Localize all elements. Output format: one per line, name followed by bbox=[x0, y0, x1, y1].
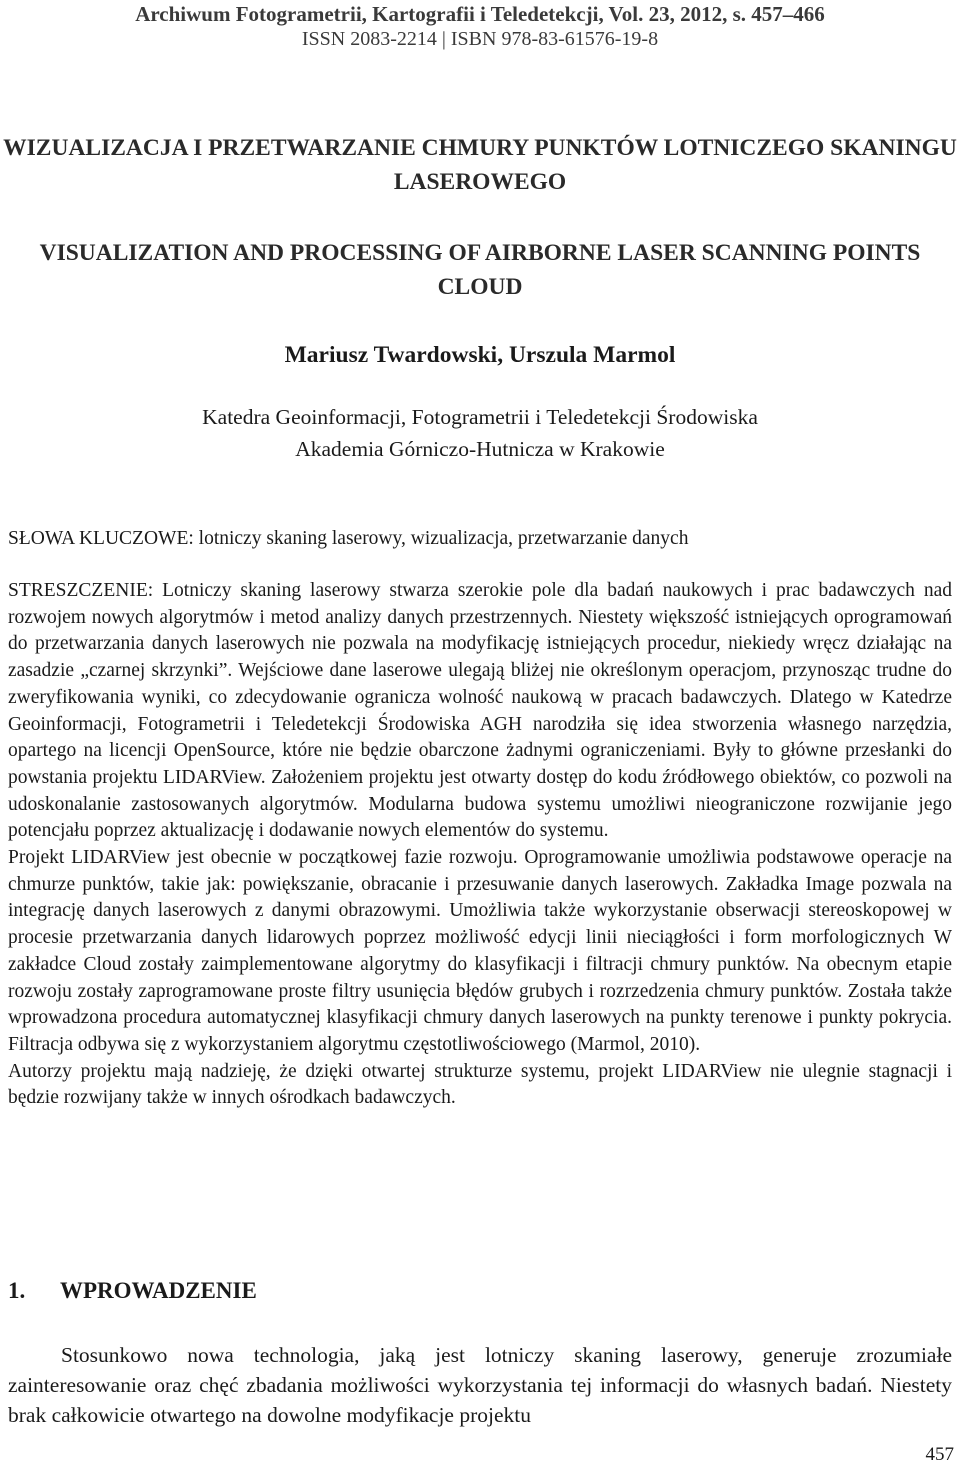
abstract bbox=[8, 578, 952, 1112]
keywords: SŁOWA KLUCZOWE: lotniczy skaning laserowy, wizualizacja, przetwarzanie danych bbox=[8, 528, 689, 549]
intro-paragraph: Stosunkowo nowa technologia, jaką jest lotniczy skaning laserowy, generuje zrozumiałe zainteresowanie oraz chęć zbadania możliwości wykorzystania tej informacji do własnych badań. Niestety brak całkowicie otwartego na dowolne modyfikacje projektu bbox=[8, 1343, 952, 1427]
section-title: WPROWADZENIE bbox=[60, 1278, 257, 1303]
journal-citation: Archiwum Fotogrametrii, Kartografii i Teledetekcji, Vol. 23, 2012, s. 457–466 bbox=[135, 2, 825, 26]
affiliation-department: Katedra Geoinformacji, Fotogrametrii i Teledetekcji Środowiska bbox=[202, 405, 758, 429]
journal-issn: ISSN 2083-2214 | ISBN 978-83-61576-19-8 bbox=[301, 28, 659, 50]
title-polish: WIZUALIZACJA I PRZETWARZANIE CHMURY PUNKTÓW LOTNICZEGO SKANINGU LASEROWEGO bbox=[3, 135, 957, 195]
affiliation-university: Akademia Górniczo-Hutnicza w Krakowie bbox=[295, 437, 665, 461]
authors: Mariusz Twardowski, Urszula Marmol bbox=[284, 342, 676, 368]
section-heading bbox=[8, 1278, 257, 1304]
title-english: VISUALIZATION AND PROCESSING OF AIRBORNE LASER SCANNING POINTS CLOUD bbox=[39, 240, 921, 300]
section-number: 1. bbox=[8, 1278, 26, 1303]
page-number: 457 bbox=[925, 1444, 954, 1465]
abstract-paragraph: Projekt LIDARView jest obecnie w początkowej fazie rozwoju. Oprogramowanie umożliwia podstawowe operacje na chmurze punktów, takie jak: powiększanie, obracanie i przesuwanie danych laserowych. Zakładka Image pozwala na integrację danych laserowych z danymi obrazowymi. Umożliwia także wykorzystanie obserwacji stereoskopowej w procesie przetwarzania danych lidarowych poprzez możliwość edycji linii nieciągłości i form morfologicznych W zakładce Cloud zostały zaimplementowane algorytmy do klasyfikacji i filtracji chmury punktów. Na obecnym etapie rozwoju zostały zaprogramowane proste filtry usunięcia błędów grubych i rozrzedzenia chmury punktów. Została także wprowadzona procedura automatycznej klasyfikacji chmury danych laserowych na punkty terenowe i punkty pokrycia. Filtracja odbywa się z wykorzystaniem algorytmu częstotliwościowego (Marmol, 2010). bbox=[8, 847, 952, 1055]
abstract-paragraph: STRESZCZENIE: Lotniczy skaning laserowy stwarza szerokie pole dla badań naukowych i prac badawczych nad rozwojem nowych algorytmów i metod analizy danych przestrzennych. Niestety większość istniejących oprogramowań do przetwarzania danych laserowych nie pozwala na modyfikację istniejących procedur, niekiedy wręcz działając na zasadzie „czarnej skrzynki”. Wejściowe dane laserowe ulegają bliżej nie określonym operacjom, przynosząc trudne do zweryfikowania wyniki, co zdecydowanie ogranicza wolność naukową w pracach badawczych. Dlatego w Katedrze Geoinformacji, Fotogrametrii i Teledetekcji Środowiska AGH narodziła się idea stworzenia własnego narzędzia, opartego na licencji OpenSource, które nie będzie obarczone żadnymi ograniczeniami. Były to główne przesłanki do powstania projektu LIDARView. Założeniem projektu jest otwarty dostęp do kodu źródłowego obiektów, co pozwoli na udoskonalanie zastosowanych algorytmów. Modularna budowa systemu umożliwi nieograniczone rozwijanie jego potencjału poprzez aktualizację i dodawanie nowych elementów do systemu. bbox=[8, 580, 952, 842]
abstract-paragraph: Autorzy projektu mają nadzieję, że dzięki otwartej strukturze systemu, projekt LIDARView nie ulegnie stagnacji i będzie rozwijany także w innych ośrodkach badawczych. bbox=[8, 1060, 952, 1109]
